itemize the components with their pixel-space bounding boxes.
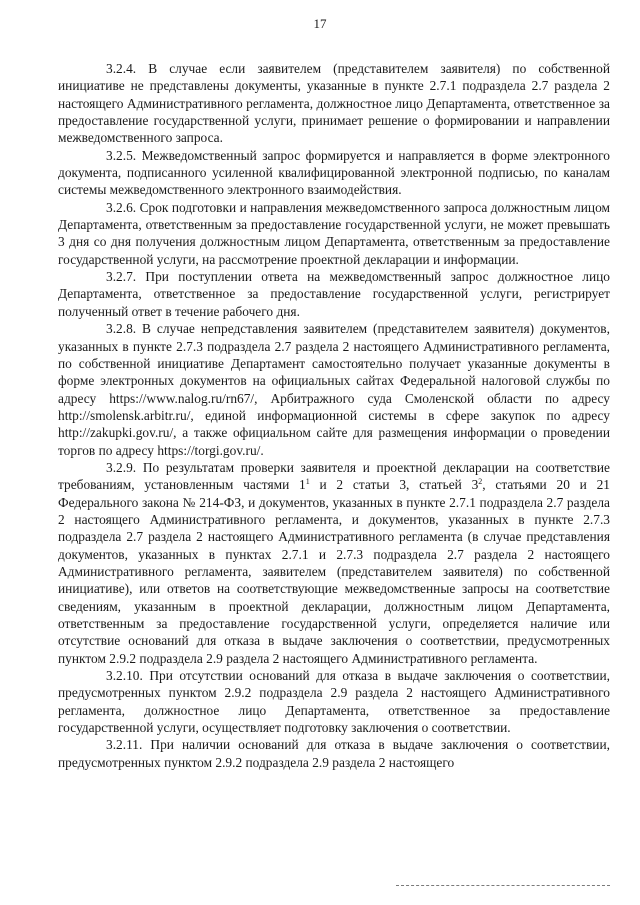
paragraph-number: 3.2.10. <box>106 668 143 684</box>
paragraph-3-2-4 <box>58 60 610 147</box>
paragraph-3-2-8 <box>58 320 610 459</box>
paragraph-text: При поступлении ответа на межведомственный запрос должностное лицо Департамента, ответственное за предоставление государственной услуги, регистрирует полученный ответ в течение рабочего дня. <box>58 269 610 319</box>
paragraph-3-2-7 <box>58 268 610 320</box>
paragraph-number: 3.2.6. <box>106 199 137 215</box>
superscript-2: 2 <box>478 477 483 487</box>
paragraph-number: 3.2.8. <box>106 321 137 337</box>
paragraph-number: 3.2.5. <box>106 147 137 163</box>
superscript-1: 1 <box>305 477 310 487</box>
paragraph-3-2-10 <box>58 667 610 736</box>
paragraph-3-2-6 <box>58 199 610 268</box>
paragraph-text: Срок подготовки и направления межведомственного запроса должностным лицом Департамента, ответственным за предоставление государственной услуги, не может превышать 3 дня со дня получения должностным лицом Департамента, ответственным за предоставление государственной услуги, на рассмотрение проектной декларации и информации. <box>58 199 610 267</box>
paragraph-3-2-11 <box>58 736 610 771</box>
paragraph-3-2-9 <box>58 459 610 667</box>
paragraph-text: В случае непредставления заявителем (представителем заявителя) документов, указанных в пункте 2.7.3 подраздела 2.7 раздела 2 настоящего Административного регламента, по собственной инициативе Департамент самостоятельно получает указанные документы в форме электронных документов на официальных сайтах Федеральной налоговой службы по адресу https://www.nalog.ru/rn67/, Арбитражного суда Смоленской области по адресу http://smolensk.arbitr.ru/, единой информационной системы в сфере закупок по адресу http://zakupki.gov.ru/, а также официальном сайте для размещения информации о проведении торгов по адресу https://torgi.gov.ru/. <box>58 321 610 458</box>
paragraph-text-part-b: и 2 статьи 3, статьей 3 <box>309 477 479 493</box>
paragraph-text-part-a: По результатам проверки заявителя и проектной декларации на соответствие требованиям, установленным частями 1 <box>58 459 610 493</box>
footer-rule <box>396 885 610 886</box>
paragraph-number: 3.2.7. <box>106 269 137 285</box>
paragraph-text-part-c: , статьями 20 и 21 Федерального закона № 214-ФЗ, и документов, указанных в пункте 2.7.1 подраздела 2.7 раздела 2 настоящего Административного регламента, и документов, указанных в пункте 2.7.3 подраздела 2.7 раздела 2 настоящего Административного регламента (в случае представления документов, указанных в пунктах 2.7.1 и 2.7.3 подраздела 2.7 раздела 2 настоящего Административного регламента, заявителем (представителем заявителя) по собственной инициативе), или ответов на соответствующие межведомственные запросы на соответствие сведениям, указанным в проектной декларации, должностным лицом Департамента, ответственным за предоставление государственной услуги, определяется наличие или отсутствие оснований для отказа в выдаче заключения о соответствии, предусмотренных пунктом 2.9.2 подраздела 2.9 раздела 2 настоящего Административного регламента. <box>58 477 610 666</box>
paragraph-3-2-5 <box>58 147 610 199</box>
paragraph-number: 3.2.9. <box>106 459 137 475</box>
paragraph-number: 3.2.11. <box>106 737 143 753</box>
paragraph-text: В случае если заявителем (представителем заявителя) по собственной инициативе не представлены документы, указанные в пункте 2.7.1 подраздела 2.7 раздела 2 настоящего Административного регламента, должностное лицо Департамента, ответственное за предоставление государственной услуги, принимает решение о формировании и направлении межведомственного запроса. <box>58 61 610 146</box>
page-number: 17 <box>313 16 327 31</box>
paragraph-text: При наличии оснований для отказа в выдаче заключения о соответствии, предусмотренных пунктом 2.9.2 подраздела 2.9 раздела 2 настоящего <box>58 737 610 770</box>
paragraph-number: 3.2.4. <box>106 61 137 76</box>
paragraph-text: Межведомственный запрос формируется и направляется в форме электронного документа, подписанного усиленной квалифицированной электронной подписью, по каналам системы межведомственного электронного взаимодействия. <box>58 147 610 198</box>
document-body <box>58 60 610 771</box>
paragraph-text: При отсутствии оснований для отказа в выдаче заключения о соответствии, предусмотренных пунктом 2.9.2 подраздела 2.9 раздела 2 настоящего Административного регламента, должностное лицо Департамента, ответственное за предоставление государственной услуги, осуществляет подготовку заключения о соответствии. <box>58 668 610 736</box>
